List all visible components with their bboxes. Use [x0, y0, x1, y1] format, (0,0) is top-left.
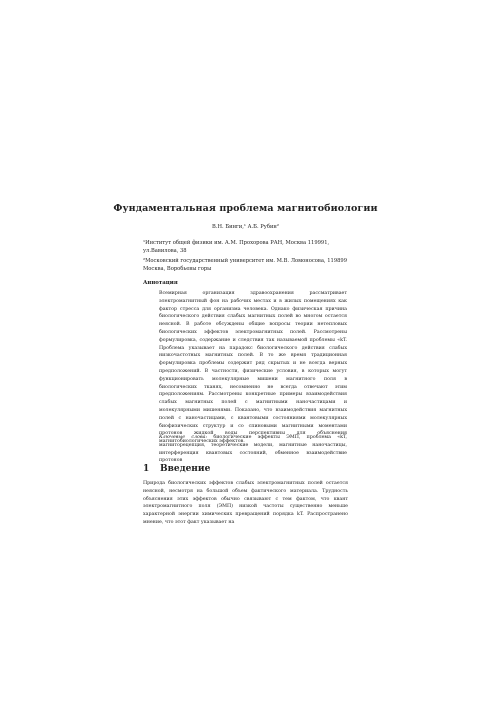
keywords-text: биологические эффекты ЭМП, проблема «kT, магниторецепция, теоретические модели, магнитные наночастицы, интерференция квантовых состояний, обменное взаимодействие протонов	[159, 435, 347, 464]
abstract-body: Всемирная организация здравоохранения рассматривает электромагнитный фон на рабочих местах и в жилых помещениях как фактор стресса для организма человека. Однако физическая причина биологического действия слабых магнитных полей во многом остается неясной. В работе обсуждены общие вопросы теории нетепловых биологических эффектов электромагнитных полей. Рассмотрены формулировка, содержание и следствия так называемой проблемы «kT. Проблема указывает на парадокс биологического действия слабых низкочастотных магнитных полей. В то же время традиционная формулировка проблемы содержит ряд скрытых и не всегда верных предположений. В частности, физические условия, в которых могут функционировать молекулярные мишени магнитного поля в биологических тканях, несомненно не всегда отвечают этим предположениям. Рассмотрены конкретные примеры взаимодействия слабых магнитных полей с магнитными наночастицами и молекулярными мишенями. Показано, что взаимодействия магнитных полей с наночастицами, с квантовыми состояниями молекулярных биофизических структур и со спиновыми магнитными моментами протонов жидкой воды перспективны для объяснения магнитобиологических эффектов.	[159, 291, 347, 445]
abstract-heading: Аннотация	[143, 280, 178, 286]
affiliation-1: ¹Институт общей физики им. А.М. Прохорова РАН, Москва 119991, ул.Вавилова, 38	[143, 240, 330, 255]
keywords-label: Ключевые слова:	[159, 435, 208, 440]
intro-paragraph: Природа биологических эффектов слабых электромагнитных полей остается неясной, несмотря на большой объем фактического материала. Трудность объяснения этих эффектов обычно связывают с тем фактом, что квант электромагнитного поля (ЭМП) низкой частоты существенно меньше характерной энергии химических превращений порядка kT. Распространено мнение, что этот факт указывает на	[143, 481, 348, 525]
section-number: 1	[143, 464, 150, 474]
affiliation-2: ²Московский государственный университет им. М.В. Ломоносова, 119899 Москва, Воробьевы горы	[143, 258, 348, 273]
section-heading	[143, 464, 210, 474]
keywords-paragraph	[159, 434, 347, 465]
paper-title: Фундаментальная проблема магнитобиологии	[113, 203, 378, 214]
paper-authors: В.Н. Бинги,¹ А.Б. Рубин²	[212, 224, 279, 230]
section-title: Введение	[160, 464, 211, 474]
